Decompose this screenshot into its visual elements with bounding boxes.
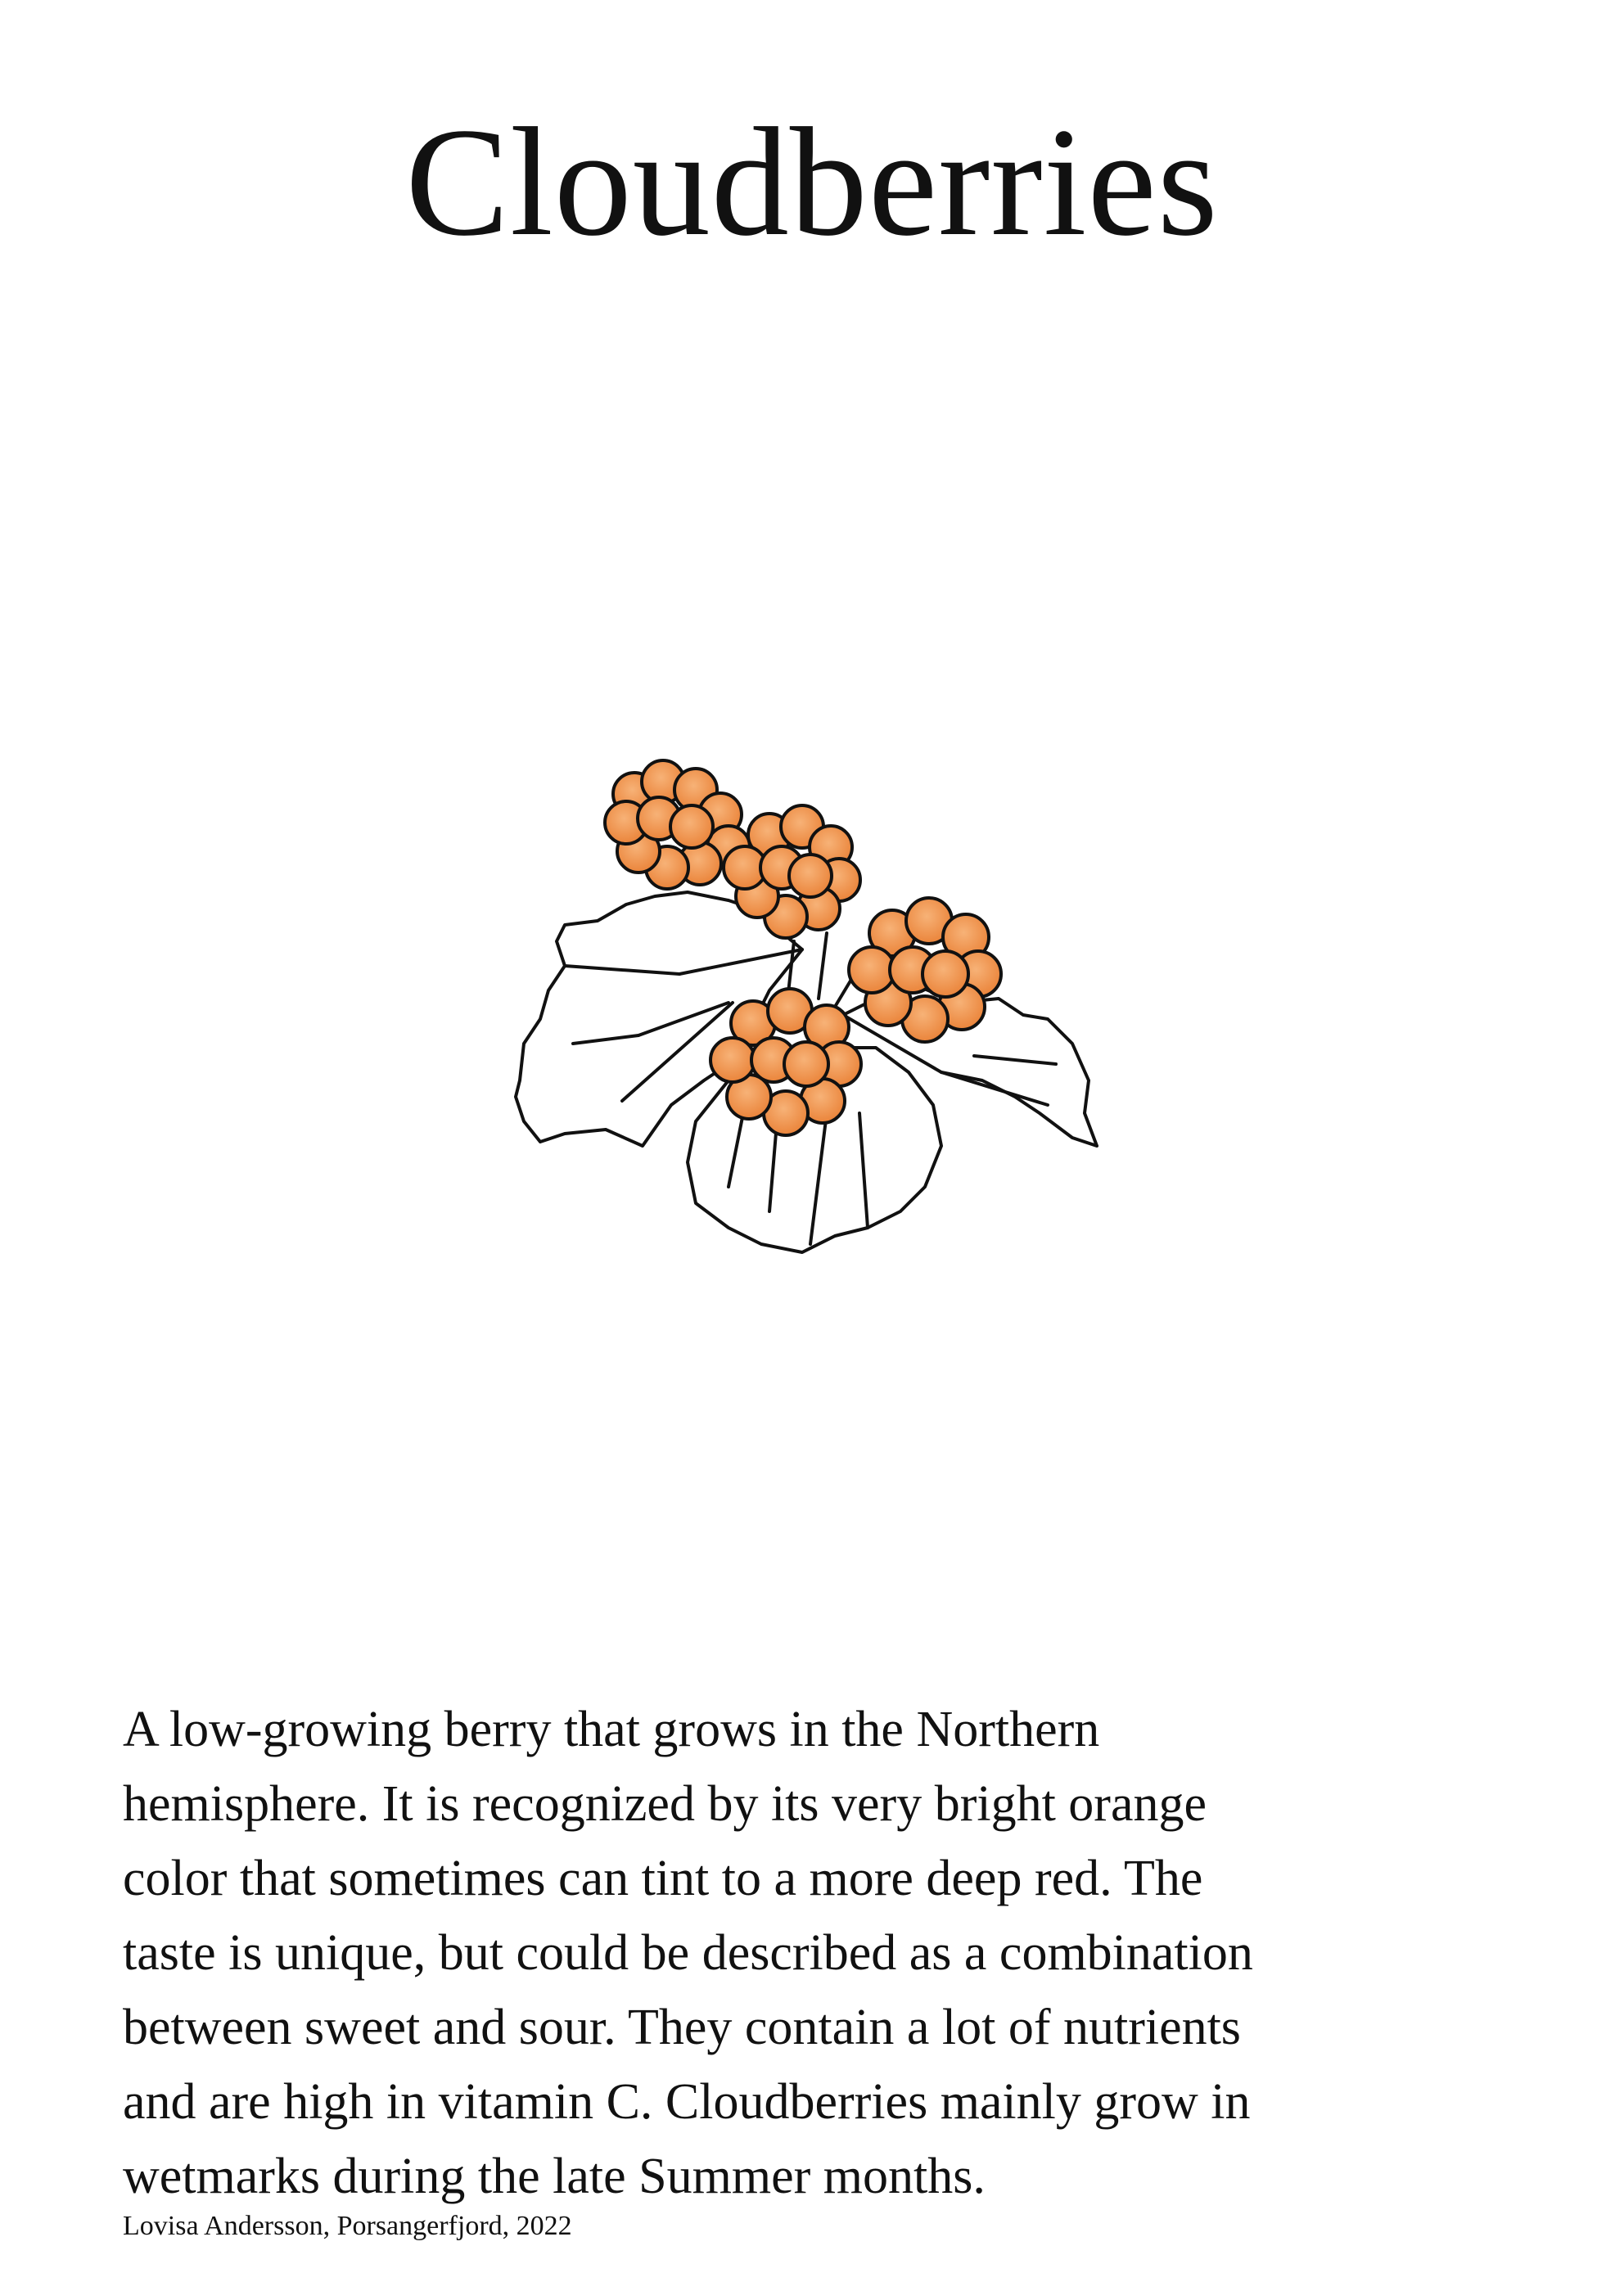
description-line: taste is unique, but could be described as a combination: [123, 1925, 1253, 1981]
description-line: between sweet and sour. They contain a lot of nutrients: [123, 2000, 1241, 2055]
credit-line: Lovisa Andersson, Porsangerfjord, 2022: [123, 2211, 572, 2241]
description-text: [123, 1693, 1547, 2214]
page-title: Cloudberries: [405, 97, 1219, 268]
berry-3: [849, 898, 1001, 1042]
berry-4: [710, 989, 861, 1135]
description-line: wetmarks during the late Summer months.: [123, 2149, 986, 2204]
description-line: hemisphere. It is recognized by its very bright orange: [123, 1776, 1207, 1832]
description-line: A low-growing berry that grows in the Northern: [123, 1702, 1100, 1757]
cloudberry-illustration-icon: [483, 720, 1138, 1326]
description-line: and are high in vitamin C. Cloudberries mainly grow in: [123, 2074, 1251, 2130]
description-line: color that sometimes can tint to a more deep red. The: [123, 1851, 1203, 1906]
